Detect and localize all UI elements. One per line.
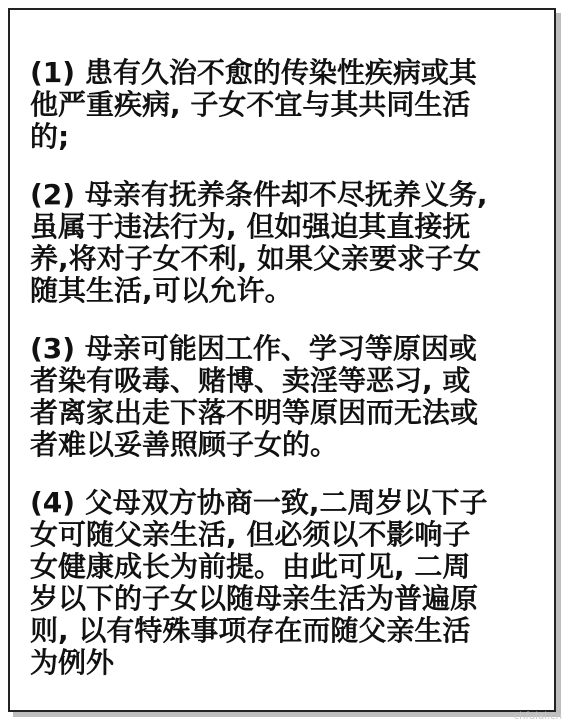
paragraph-3: (3) 母亲可能因工作、学习等原因或 者染有吸毒、赌博、卖淫等恶习, 或 者离家出走下落不明等原因而无法或 者难以妥善照顾子女的。 xyxy=(30,332,479,461)
document-body xyxy=(30,57,540,705)
paragraph-1: (1) 患有久治不愈的传染性疾病或其 他严重疾病, 子女不宜与其共同生活 的; xyxy=(30,56,477,153)
watermark: chfulai.cn xyxy=(513,711,562,722)
paragraph-2: (2) 母亲有抚养条件却不尽抚养义务, 虽属于违法行为, 但如强迫其直接抚 养,将对子女不利, 如果父亲要求子女 随其生活,可以允许。 xyxy=(30,178,488,307)
paragraph-4: (4) 父母双方协商一致,二周岁以下子 女可随父亲生活, 但必须以不影响子 女健康成长为前提。由此可见, 二周 岁以下的子女以随母亲生活为普遍原 则, 以有特殊事项存在而随父亲生活 为例外 xyxy=(30,486,488,679)
